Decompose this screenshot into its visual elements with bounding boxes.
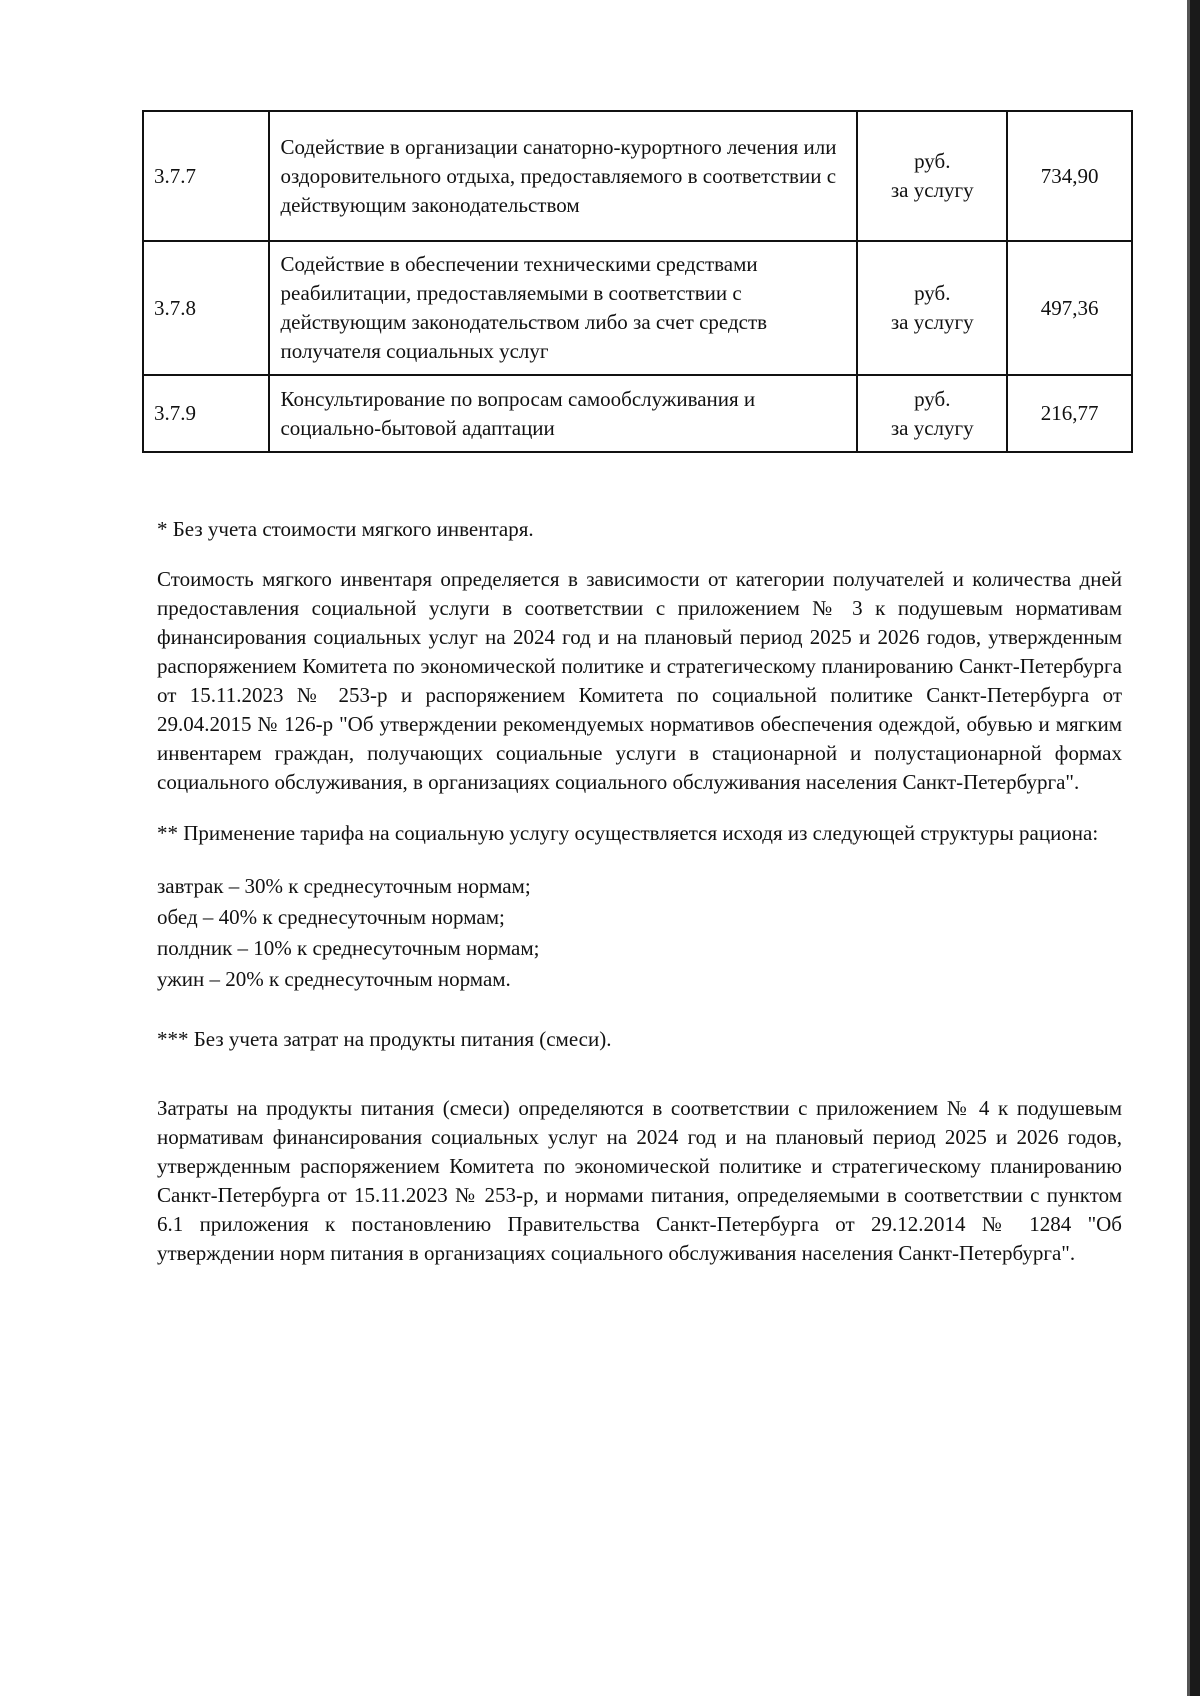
scan-edge-artifact [1190, 0, 1200, 1696]
unit-per-service: за услугу [890, 415, 974, 440]
unit-per-service: за услугу [890, 178, 974, 202]
row-number: 3.7.9 [143, 375, 269, 452]
row-number: 3.7.7 [143, 111, 269, 241]
unit-cell [857, 241, 1007, 375]
list-item: обед – 40% к среднесуточным нормам; [157, 905, 505, 929]
list-item: полдник – 10% к среднесуточным нормам; [157, 936, 540, 960]
footnote-food-costs: *** Без учета затрат на продукты питания (смеси). [157, 1027, 612, 1051]
table-row [143, 111, 1132, 241]
paragraph-food-costs: Затраты на продукты питания (смеси) определяются в соответствии с приложением № 4 к подушевым нормативам финансирования социальных услуг на 2024 год и на плановый период 2025 и 2026 годов, утвержденным распоряжением Комитета по экономической политике и стратегическому планированию Санкт-Петербурга от 15.11.2023 № 253-р, и нормами питания, определяемыми в соответствии с пунктом 6.1 приложения к постановлению Правительства Санкт-Петербурга от 29.12.2014 № 1284 "Об утверждении норм питания в организациях социального обслуживания населения Санкт-Петербурга". [157, 1096, 1122, 1265]
list-item: завтрак – 30% к среднесуточным нормам; [157, 874, 531, 898]
notes-section [157, 515, 1122, 1268]
price-value: 497,36 [1007, 241, 1132, 375]
footnote-ration-structure: ** Применение тарифа на социальную услугу осуществляется исходя из следующей структуры рациона: [157, 821, 1099, 845]
list-item: ужин – 20% к среднесуточным нормам. [157, 967, 511, 991]
row-number: 3.7.8 [143, 241, 269, 375]
table-row [143, 241, 1132, 375]
scan-edge-shadow [1187, 0, 1190, 1696]
table-row [143, 375, 1132, 452]
service-name: Консультирование по вопросам самообслуживания и социально-бытовой адаптации [269, 375, 857, 452]
service-name: Содействие в организации санаторно-курортного лечения или оздоровительного отдыха, предоставляемого в соответствии с действующим законодательством [269, 111, 857, 241]
ration-list [157, 871, 1122, 995]
price-value: 216,77 [1007, 375, 1132, 452]
unit-currency: руб. [914, 281, 951, 305]
unit-cell [857, 375, 1007, 452]
unit-currency: руб. [914, 386, 951, 411]
service-name: Содействие в обеспечении техническими средствами реабилитации, предоставляемыми в соответствии с действующим законодательством либо за счет средств получателя социальных услуг [269, 241, 857, 375]
price-value: 734,90 [1007, 111, 1132, 241]
tariff-table [142, 110, 1133, 453]
paragraph-soft-inventory-cost: Стоимость мягкого инвентаря определяется в зависимости от категории получателей и количества дней предоставления социальной услуги в соответствии с приложением № 3 к подушевым нормативам финансирования социальных услуг на 2024 год и на плановый период 2025 и 2026 годов, утвержденным распоряжением Комитета по экономической политике и стратегическому планированию Санкт-Петербурга от 15.11.2023 № 253-р и распоряжением Комитета по социальной политике Санкт-Петербурга от 29.04.2015 № 126-р "Об утверждении рекомендуемых нормативов обеспечения одеждой, обувью и мягким инвентарем граждан, получающих социальные услуги в стационарной и полустационарной формах социального обслуживания, в организациях социального обслуживания населения Санкт-Петербурга". [157, 567, 1122, 794]
unit-cell [857, 111, 1007, 241]
unit-currency: руб. [914, 149, 951, 173]
unit-per-service: за услугу [890, 310, 974, 334]
footnote-soft-inventory: * Без учета стоимости мягкого инвентаря. [157, 517, 534, 541]
